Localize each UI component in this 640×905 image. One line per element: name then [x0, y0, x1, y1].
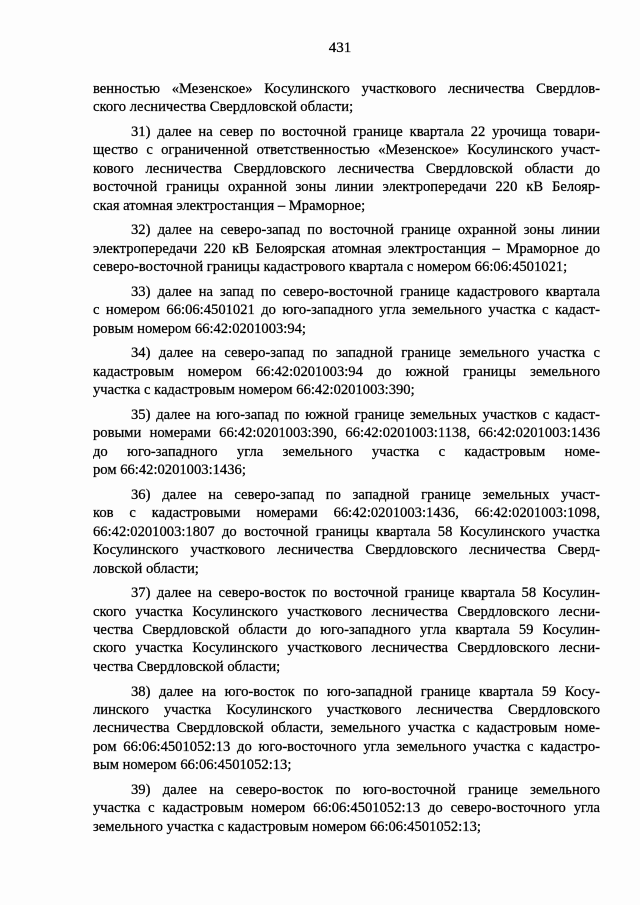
text-line: 39) далее на северо-восток по юго-восточной границе земельного: [131, 781, 600, 798]
text-line: ская атомная электростанция – Мраморное;: [93, 197, 366, 214]
text-line: ром 66:42:0201003:1436;: [93, 462, 246, 479]
text-line: до юго-западного угла земельного участка с кадастровым номе-: [93, 443, 600, 460]
text-line: кового лесничества Свердловского лесничества Свердловской области до: [93, 160, 600, 177]
text-line: 36) далее на северо-запад по западной границе земельных участ-: [131, 486, 600, 503]
text-line: вым номером 66:06:4501052:13;: [93, 757, 292, 774]
document-body: [93, 80, 600, 836]
text-line: 31) далее на север по восточной границе квартала 22 урочища товари-: [131, 123, 600, 140]
text-line: ровым номером 66:42:0201003:94;: [93, 320, 306, 337]
text-line: земельного участка с кадастровым номером 66:06:4501052:13;: [93, 818, 481, 835]
paragraph-39: [93, 781, 600, 836]
text-line: ского лесничества Свердловской области;: [93, 99, 354, 116]
text-line: 66:42:0201003:1807 до восточной границы квартала 58 Косулинского участка: [93, 523, 600, 540]
text-line: с номером 66:06:4501021 до юго-западного угла земельного участка с кадаст-: [93, 302, 600, 319]
text-line: участка с кадастровым номером 66:42:0201003:390;: [93, 382, 415, 399]
text-line: 35) далее на юго-запад по южной границе земельных участков с кадаст-: [131, 407, 600, 423]
paragraph-35: [93, 406, 600, 480]
paragraph-38: [93, 683, 600, 775]
text-line: линского участка Косулинского участкового лесничества Свердловского: [93, 702, 600, 719]
text-line: Косулинского участкового лесничества Свердловского лесничества Сверд-: [93, 542, 600, 559]
text-line: восточной границы охранной зоны линии электропередачи 220 кВ Белояр-: [93, 179, 600, 196]
text-line: ром 66:06:4501052:13 до юго-восточного угла земельного участка с кадастро-: [93, 738, 600, 755]
text-line: северо-восточной границы кадастрового квартала с номером 66:06:4501021;: [93, 259, 568, 276]
text-line: лесничества Свердловской области, земельного участка с кадастровым номе-: [93, 720, 600, 737]
paragraph-37: [93, 584, 600, 676]
text-line: чества Свердловской области;: [93, 658, 281, 675]
text-line: 34) далее на северо-запад по западной границе земельного участка с: [131, 345, 600, 362]
text-line: участка с кадастровым номером 66:06:4501052:13 до северо-восточного угла: [93, 800, 600, 817]
text-line: венностью «Мезенское» Косулинского участкового лесничества Свердлов-: [93, 80, 600, 97]
paragraph-33: [93, 283, 600, 338]
text-line: 38) далее на юго-восток по юго-западной границе квартала 59 Косу-: [131, 683, 600, 700]
text-line: ского участка Косулинского участкового лесничества Свердловского лесни-: [93, 640, 600, 657]
text-line: ского участка Косулинского участкового лесничества Свердловского лесни-: [93, 603, 600, 620]
paragraph-36: [93, 486, 600, 578]
text-line: чества Свердловской области до юго-западного угла квартала 59 Косулин-: [93, 622, 600, 639]
paragraph-31: [93, 123, 600, 215]
text-line: ровыми номерами 66:42:0201003:390, 66:42:0201003:1138, 66:42:0201003:1436: [93, 425, 600, 442]
text-line: ков с кадастровыми номерами 66:42:0201003:1436, 66:42:0201003:1098,: [93, 505, 600, 522]
text-line: щество с ограниченной ответственностью «Мезенское» Косулинского участ-: [93, 142, 600, 159]
paragraph-continuation: [93, 80, 600, 117]
page-number: 431: [328, 40, 352, 56]
paragraph-32: [93, 221, 600, 276]
paragraph-34: [93, 344, 600, 399]
text-line: ловской области;: [93, 560, 199, 577]
text-line: электропередачи 220 кВ Белоярская атомная электростанция – Мраморное до: [93, 240, 600, 257]
text-line: 32) далее на северо-запад по восточной границе охранной зоны линии: [131, 222, 600, 239]
text-line: 37) далее на северо-восток по восточной границе квартала 58 Косулин-: [131, 585, 600, 602]
text-line: кадастровым номером 66:42:0201003:94 до южной границы земельного: [93, 363, 600, 380]
text-line: 33) далее на запад по северо-восточной границе кадастрового квартала: [131, 283, 600, 300]
